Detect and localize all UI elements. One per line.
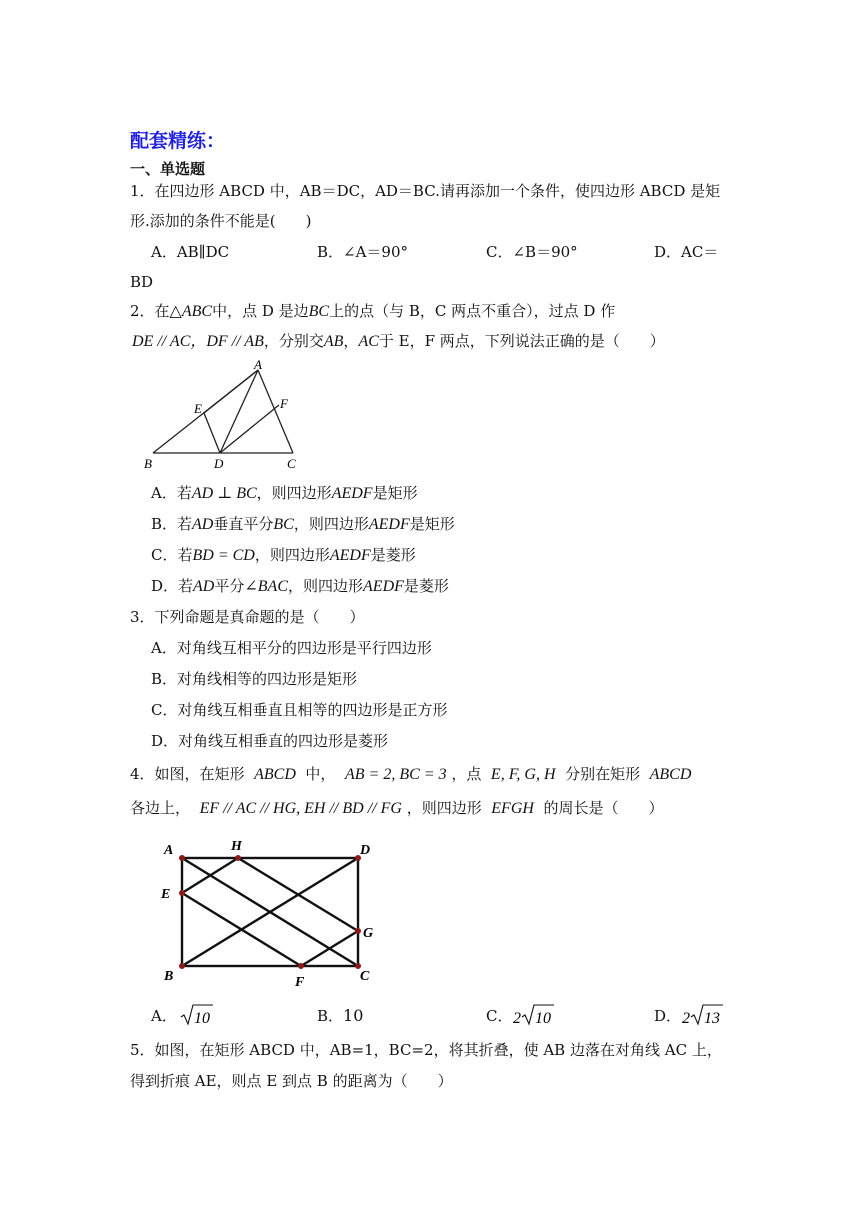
coefficient: 2: [682, 1010, 690, 1027]
text: D．若: [151, 577, 194, 595]
q4-option-d: [654, 1005, 681, 1027]
q3-option-c: C．对角线互相垂直且相等的四边形是正方形: [151, 701, 448, 719]
point-e: [179, 890, 185, 896]
math: AD: [193, 578, 215, 595]
text: ，则四边形: [254, 546, 330, 564]
q4-option-c-sqrt: [513, 1002, 555, 1028]
point-a: [179, 855, 185, 861]
text: 是矩形: [409, 515, 455, 533]
q5-line2: 得到折痕 AE，则点 E 到点 B 的距离为（ ）: [130, 1072, 453, 1090]
q2-text: 于 E，F 两点，下列说法正确的是（ ）: [378, 332, 665, 350]
point-b: [179, 963, 185, 969]
label-a: A: [254, 358, 262, 372]
q2-option-d: [151, 575, 449, 598]
q2-line1: [130, 300, 615, 323]
label-h: H: [231, 839, 242, 854]
text: ，则四边形: [288, 577, 364, 595]
coefficient: 2: [513, 1010, 521, 1027]
q4-option-d-sqrt: [682, 1002, 724, 1028]
q2-text: 2．在: [130, 302, 170, 320]
label-f: F: [295, 975, 305, 990]
section-title-single-choice: 一、单选题: [130, 160, 206, 178]
q1-option-d: D．AC＝: [654, 243, 719, 261]
q2-text: ，分别交: [263, 332, 324, 350]
segment-ad: [220, 370, 258, 453]
segment-de: [204, 413, 220, 453]
point-g: [355, 928, 361, 934]
segment-df: [220, 405, 279, 453]
text: A．: [151, 1007, 177, 1025]
q2-triangle-figure: [140, 358, 310, 476]
radicand: 10: [194, 1010, 210, 1027]
text: ，则四边形: [256, 484, 332, 502]
label-e: E: [161, 887, 171, 902]
label-d: D: [214, 456, 224, 471]
q2-math-bc: BC: [308, 303, 330, 320]
q3-option-b: B．对角线相等的四边形是矩形: [151, 670, 358, 688]
text: 是菱形: [403, 577, 449, 595]
text: B．若: [151, 515, 193, 533]
math: E, F, G, H: [490, 766, 556, 783]
radicand: 13: [704, 1010, 720, 1027]
text: ，则四边形: [406, 799, 482, 817]
radicand: 10: [535, 1010, 551, 1027]
text: ，点: [451, 765, 482, 783]
q1-line2: 形.添加的条件不能是( ): [130, 212, 312, 230]
point-f: [298, 963, 304, 969]
math: EFGH: [491, 800, 534, 817]
q4-option-c: [486, 1005, 512, 1027]
q1-option-b: B．∠A＝90°: [317, 243, 409, 261]
math: AEDF: [368, 516, 410, 533]
section-heading: 配套精练：: [130, 130, 226, 152]
q2-line2: [132, 330, 665, 353]
math: AD: [192, 516, 214, 533]
text: 的周长是（ ）: [543, 799, 664, 817]
math: AEDF: [329, 547, 371, 564]
text: A．若: [151, 484, 192, 502]
text: 是矩形: [372, 484, 418, 502]
math: AEDF: [363, 578, 404, 595]
q3-line1: 3．下列命题是真命题的是（ ）: [130, 608, 365, 626]
math: AB = 2, BC = 3: [344, 766, 447, 783]
label-c: C: [360, 969, 370, 984]
q4-option-a: [151, 1005, 177, 1027]
text: D．: [654, 1007, 682, 1025]
q4-option-b: [317, 1005, 363, 1027]
label-b: B: [144, 456, 152, 471]
text: 是菱形: [370, 546, 416, 564]
q3-option-d: D．对角线互相垂直的四边形是菱形: [151, 732, 389, 750]
q1-option-c: C．∠B＝90°: [486, 243, 578, 261]
math: BC: [273, 516, 294, 533]
q2-option-c: [151, 544, 416, 567]
q4-line2: [130, 797, 663, 820]
text: B．: [317, 1007, 344, 1025]
q1-option-d-continued: BD: [130, 273, 154, 291]
q4-option-a-sqrt: [180, 1002, 214, 1028]
segment-ea: [204, 370, 258, 413]
label-c: C: [287, 456, 296, 471]
q2-math-ac: AC: [358, 333, 379, 350]
math: ABCD: [649, 766, 692, 783]
text: ，则四边形: [293, 515, 369, 533]
q5-line1: 5．如图，在矩形 ABCD 中，AB=1，BC=2，将其折叠，使 AB 边落在对角线 AC 上，: [130, 1041, 722, 1059]
segment-ac: [258, 370, 293, 453]
text: 分别在矩形: [565, 765, 641, 783]
math: BD = CD: [192, 547, 255, 564]
q2-option-a: [151, 482, 418, 505]
q2-math-triangle: △ABC: [169, 303, 213, 320]
math: ABCD: [254, 766, 296, 783]
q1-option-a: A．AB∥DC: [151, 243, 230, 261]
q2-math-parallel: DE // AC，DF // AB: [132, 333, 264, 350]
text: 垂直平分: [213, 515, 274, 533]
label-a: A: [164, 843, 174, 858]
q2-math-ab: AB: [323, 333, 344, 350]
q3-option-a: A．对角线互相平分的四边形是平行四边形: [151, 639, 432, 657]
q4-rectangle-figure: [155, 832, 385, 992]
math: AD ⊥ BC: [191, 485, 257, 502]
text: 平分: [214, 577, 245, 595]
q2-text: 上的点（与 B，C 两点不重合），过点 D 作: [329, 302, 616, 320]
value: 10: [343, 1006, 364, 1025]
text: 各边上，: [130, 799, 191, 817]
text: 中，: [305, 765, 336, 783]
text: C．若: [151, 546, 193, 564]
q2-option-b: [151, 513, 455, 536]
q2-text: ，: [343, 332, 359, 350]
math: EF // AC // HG, EH // BD // FG: [199, 800, 402, 817]
label-e: E: [194, 401, 202, 416]
text: 4．如图，在矩形: [130, 765, 245, 783]
math: ∠BAC: [244, 578, 288, 595]
label-d: D: [360, 843, 371, 858]
label-f: F: [280, 396, 288, 411]
math: AEDF: [331, 485, 373, 502]
label-g: G: [363, 926, 374, 941]
q2-text: 中，点 D 是边: [212, 302, 309, 320]
text: C．: [486, 1007, 513, 1025]
label-b: B: [164, 969, 174, 984]
q4-line1: [130, 763, 691, 786]
point-h: [235, 855, 241, 861]
q1-line1: 1．在四边形 ABCD 中，AB＝DC，AD＝BC.请再添加一个条件，使四边形 ABCD 是矩: [130, 182, 721, 200]
